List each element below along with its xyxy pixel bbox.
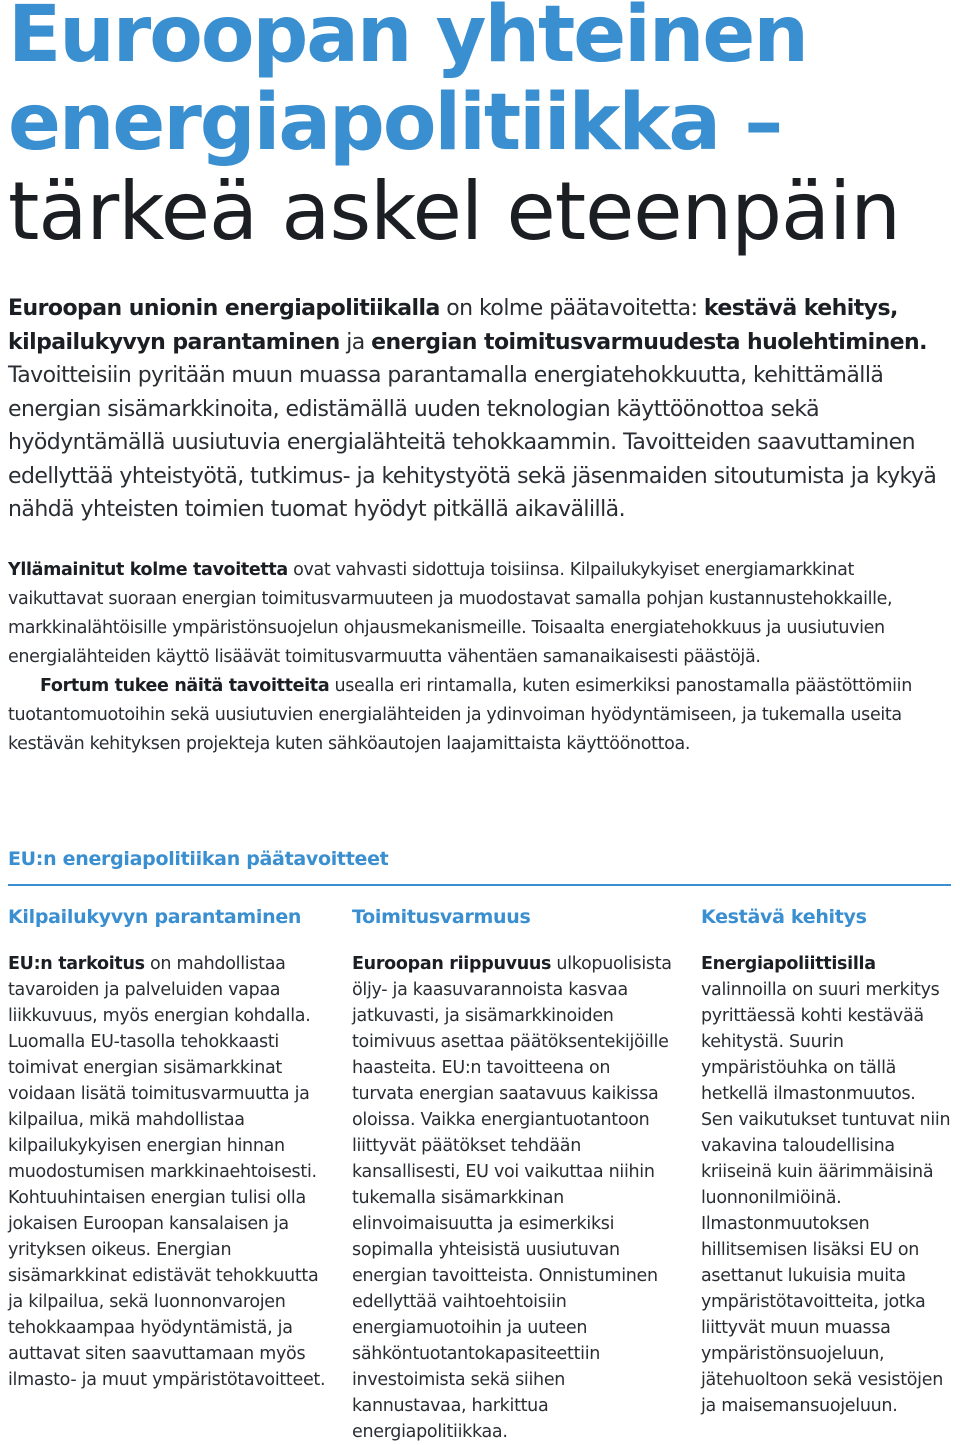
intro-paragraph <box>8 292 948 527</box>
intro-text-3: Tavoitteisiin pyritään muun muassa parantamalla energiatehokkuutta, kehittämällä energian sisämarkkinoita, edistämällä uuden teknologian käyttöönottoa sekä hyödyntämällä uusiutuvia energialähteitä tehokkaammin. Tavoitteiden saavuttaminen edellyttää yhteistyötä, tutkimus- ja kehitystyötä sekä jäsenmaiden sitoutumista ja kykyä nähdä yhteisten toimien tuomat hyödyt pitkällä aikavälillä. <box>8 363 937 522</box>
box-title: EU:n energiapolitiikan päätavoitteet <box>8 848 389 870</box>
column-text <box>701 951 951 1419</box>
column-body: valinnoilla on suuri merkitys pyrittäessä kohti kestävää kehitystä. Suurin ympäristöuhka on tällä hetkellä ilmastonmuutos. Sen vaikutukset tuntuvat niin vakavina taloudellisina kriiseinä kuin äärimmäisinä luonnonilmiöinä. Ilmastonmuutoksen hillitsemisen lisäksi EU on asettanut lukuisia muita ympäristötavoitteita, jotka liittyvät muun muassa ympäristönsuojeluun, jätehuoltoon sekä vesistöjen ja maisemansuojeluun. <box>701 980 951 1416</box>
intro-bold-2: kestävä kehitys, kilpailukyvyn parantaminen <box>8 296 898 355</box>
title-line-1: Euroopan yhteinen <box>8 0 807 80</box>
intro-text-2: ja <box>339 329 372 355</box>
column-lead-bold: EU:n tarkoitus <box>8 954 145 974</box>
box-divider <box>8 884 951 886</box>
column-competitiveness <box>8 904 328 1393</box>
column-heading: Kilpailukyvyn parantaminen <box>8 906 302 928</box>
body-paragraph-2-bold: Fortum tukee näitä tavoitteita <box>40 676 330 696</box>
title-line-3: tärkeä askel eteenpäin <box>8 165 900 258</box>
title-line-2: energiapolitiikka – <box>8 78 782 168</box>
column-lead-bold: Energiapoliittisilla <box>701 954 876 974</box>
column-text <box>8 951 328 1393</box>
column-lead-bold: Euroopan riippuvuus <box>352 954 552 974</box>
intro-bold-3: energian toimitusvarmuudesta huolehtiminen. <box>371 329 927 355</box>
body-paragraph-1-text: ovat vahvasti sidottuja toisiinsa. Kilpailukykyiset energiamarkkinat vaikuttavat suoraan energian toimitusvarmuuteen ja muodostavat samalla pohjan kustannustehokkaille, markkinalähtöisille ympäristönsuojelun ohjausmekanismeille. Toisaalta energiatehokkuus ja uusiutuvien energialähteiden käyttö lisäävät toimitusvarmuutta vähentäen samanaikaisesti päästöjä. <box>8 560 893 667</box>
column-sustainable-development <box>701 904 951 1419</box>
column-security-of-supply <box>352 904 677 1445</box>
body-paragraph-1 <box>8 556 953 672</box>
column-heading: Kestävä kehitys <box>701 906 867 928</box>
body-text <box>8 556 953 759</box>
body-paragraph-1-bold: Yllämainitut kolme tavoitetta <box>8 560 288 580</box>
column-body: ulkopuolisista öljy- ja kaasuvarannoista kasvaa jatkuvasti, ja sisämarkkinoiden toimivuus asettaa päätöksentekijöille haasteita. EU:n tavoitteena on turvata energian saatavuus kaikissa oloissa. Vaikka energiantuotantoon liittyvät päätökset tehdään kansallisesti, EU voi vaikuttaa niihin tukemalla sisämarkkinan elinvoimaisuutta ja esimerkiksi sopimalla yhteisistä uusiutuvan energian tavoitteista. Onnistuminen edellyttää vaihtoehtoisiin energiamuotoihin ja uuteen sähköntuotantokapasiteettiin investoimista sekä siihen kannustavaa, harkittua energiapolitiikkaa. <box>352 954 672 1442</box>
body-paragraph-2 <box>8 672 953 759</box>
intro-bold-1: Euroopan unionin energiapolitiikalla <box>8 296 440 321</box>
column-body: on mahdollistaa tavaroiden ja palveluiden vapaa liikkuvuus, myös energian kohdalla. Luomalla EU-tasolla tehokkaasti toimivat energian sisämarkkinat voidaan lisätä toimitusvarmuutta ja kilpailua, mikä mahdollistaa kilpailukykyisen energian hinnan muodostumisen markkinaehtoisesti. Kohtuuhintaisen energian tulisi olla jokaisen Euroopan kansalaisen ja yrityksen oikeus. Energian sisämarkkinat edistävät tehokkuutta ja kilpailua, sekä luonnonvarojen tehokkaampaa hyödyntämistä, ja auttavat siten saavuttamaan myös ilmasto- ja muut ympäristötavoitteet. <box>8 954 326 1390</box>
column-text <box>352 951 677 1445</box>
column-heading: Toimitusvarmuus <box>352 906 531 928</box>
body-paragraph-2-text: usealla eri rintamalla, kuten esimerkiksi panostamalla päästöttömiin tuotantomuotoihin sekä uusiutuvien energialähteiden ja ydinvoiman hyödyntämiseen, ja tukemalla useita kestävän kehityksen projekteja kuten sähköautojen laajamittaista käyttöönottoa. <box>8 676 912 754</box>
intro-text-1: on kolme päätavoitetta: <box>439 296 704 321</box>
